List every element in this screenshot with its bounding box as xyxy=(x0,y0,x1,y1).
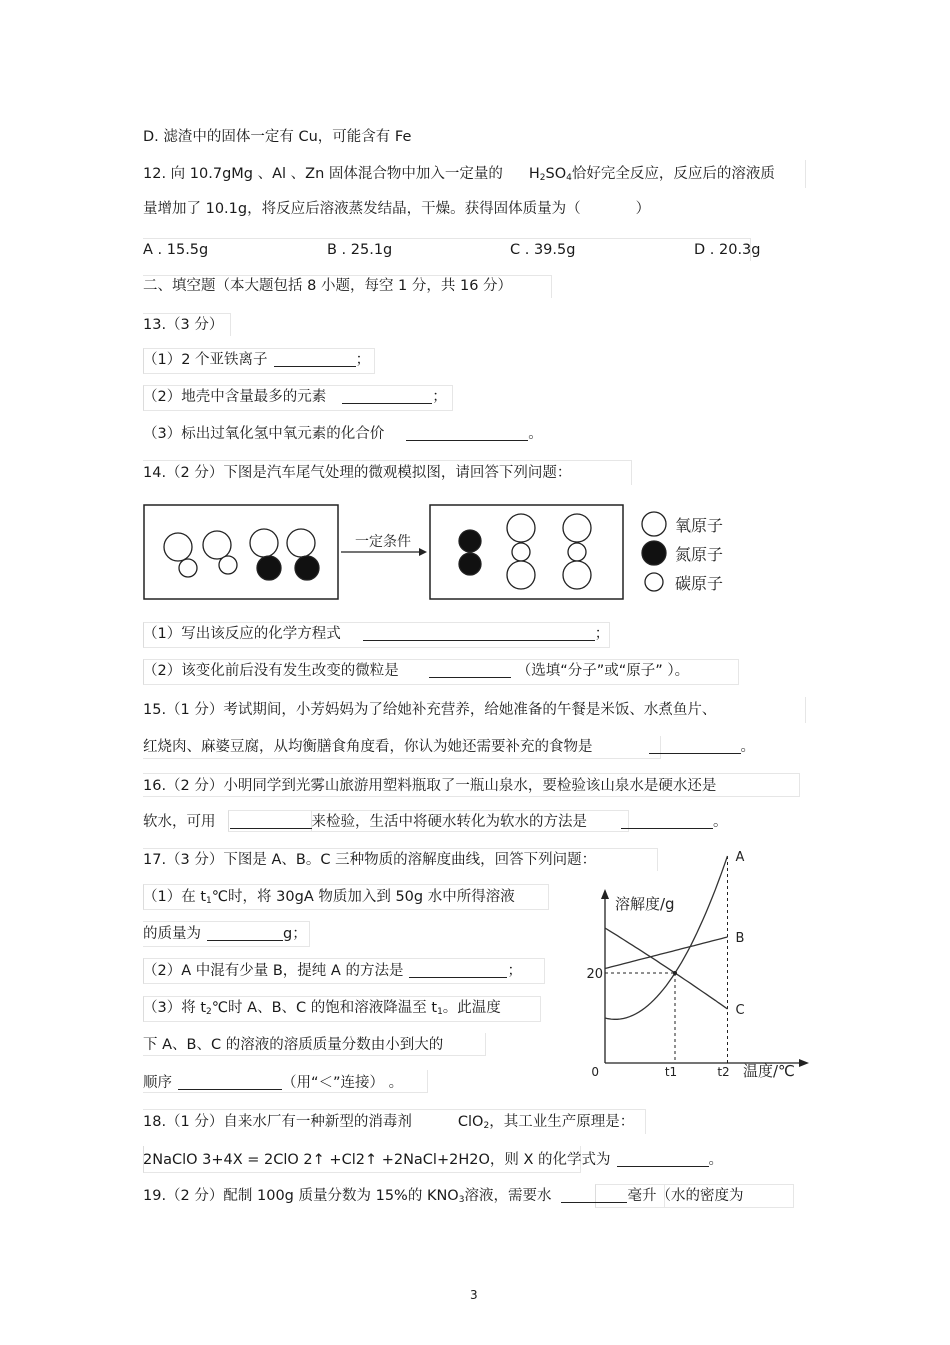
product-molecules xyxy=(459,514,591,589)
y-axis-label: 溶解度/g xyxy=(615,895,675,913)
q17-sub1-blank[interactable] xyxy=(207,924,283,941)
q17-sub3: （3）将 $t_2℃$时 A、B、C 的饱和溶液降温至 $t_1$。此温度 xyxy=(143,1000,501,1017)
y-tick-20: 20 xyxy=(586,967,603,982)
q14-sub2: （2）该变化前后没有发生改变的微粒是 （选填“分子”或“原子” ）。 xyxy=(143,663,690,679)
q14-sub2-blank[interactable] xyxy=(429,661,511,678)
x-tick-t2: t2 xyxy=(717,1065,730,1079)
q15-blank[interactable] xyxy=(649,737,741,754)
q17-sub2-blank[interactable] xyxy=(409,961,507,978)
x-tick-t1: t1 xyxy=(664,1065,678,1079)
q17-sub2: （2）A 中混有少量 B，提纯 A 的方法是 ； xyxy=(143,963,522,979)
x-axis-label: 温度/℃ xyxy=(743,1062,795,1080)
series-a-label: A xyxy=(735,850,745,865)
q12-option-c: C . 39.5g xyxy=(510,242,576,258)
arrow-label: 一定条件 xyxy=(355,534,411,550)
legend xyxy=(642,512,723,593)
q18-blank[interactable] xyxy=(617,1150,709,1167)
q17-sub1: （1）在 $t_1℃$时，将 30gA 物质加入到 50g 水中所得溶液 xyxy=(143,889,515,906)
q13-sub1-blank[interactable] xyxy=(274,350,356,367)
q13-sub2: （2）地壳中含量最多的元素 ； xyxy=(143,389,447,405)
q17-title: 17.（3 分）下图是 A、B。C 三种物质的溶解度曲线，回答下列问题： xyxy=(143,852,597,868)
q14-title: 14.（2 分）下图是汽车尾气处理的微观模拟图，请回答下列问题： xyxy=(143,465,572,481)
legend-nitrogen: 氮原子 xyxy=(675,545,724,564)
q18-line1: 18.（1 分）自来水厂有一种新型的消毒剂 ClO$_2$，其工业生产原理是： xyxy=(143,1114,635,1131)
series-b-curve xyxy=(605,937,728,969)
intersection-point xyxy=(673,971,677,975)
legend-carbon: 碳原子 xyxy=(675,574,724,593)
q12-line1: 12. 向 10.7gMg 、Al 、Zn 固体混合物中加入一定量的 $H_2SO_4$恰好完全反应，反应后的溶液质 xyxy=(143,166,775,183)
q12-option-b: B . 25.1g xyxy=(327,242,393,258)
q19-line1: 19.（2 分）配制 100g 质量分数为 15%的 $KNO_3$溶液，需要水 毫升（水的密度为 xyxy=(143,1188,744,1205)
q15-line2: 红烧肉、麻婆豆腐，从均衡膳食角度看，你认为她还需要补充的食物是 。 xyxy=(143,739,755,755)
series-c-curve xyxy=(605,928,728,1009)
q14-sub1: （1）写出该反应的化学方程式 ； xyxy=(143,626,610,642)
q15-line1: 15.（1 分）考试期间，小芳妈妈为了给她补充营养，给她准备的午餐是米饭、水煮鱼片、 xyxy=(143,702,717,718)
reactant-molecules xyxy=(164,529,319,580)
q12-line2: 量增加了 10.1g，将反应后溶液蒸发结晶，干燥。获得固体质量为（ ） xyxy=(143,201,651,217)
q17-sub3-line2: 下 A、B、C 的溶液的溶质质量分数由小到大的 xyxy=(143,1037,444,1053)
solubility-chart xyxy=(585,850,815,1083)
x-tick-0: 0 xyxy=(591,1065,599,1079)
q12-option-a: A . 15.5g xyxy=(143,242,209,258)
tick-labels xyxy=(586,967,729,1079)
legend-oxygen: 氧原子 xyxy=(675,516,724,535)
q12-option-d: D . 20.3g xyxy=(694,242,761,258)
q11-option-d: D. 滤渣中的固体一定有 Cu，可能含有 Fe xyxy=(143,129,412,145)
page-number: 3 xyxy=(470,1288,478,1302)
reaction-micro-diagram xyxy=(143,500,743,604)
q18-line2: 2NaClO 3+4X = 2ClO 2↑ +Cl2↑ +2NaCl+2H2O，则 X 的化学式为 。 xyxy=(143,1152,724,1168)
q16-blank-2[interactable] xyxy=(621,812,713,829)
series-c-label: C xyxy=(735,1003,745,1018)
q17-sub3-blank[interactable] xyxy=(178,1073,282,1090)
q13-sub3-blank[interactable] xyxy=(406,424,528,441)
q17-sub3-line3: 顺序 （用“＜”连接） 。 xyxy=(143,1075,404,1091)
q16-line2: 软水，可用 来检验，生活中将硬水转化为软水的方法是 。 xyxy=(143,814,728,830)
guide-lines xyxy=(605,856,728,1063)
q13-title: 13.（3 分） xyxy=(143,317,224,333)
q19-blank[interactable] xyxy=(561,1186,627,1203)
section-2-heading: 二、填空题（本大题包括 8 小题，每空 1 分，共 16 分） xyxy=(143,278,513,294)
q13-sub3: （3）标出过氧化氢中氧元素的化合价 。 xyxy=(143,426,543,442)
q13-sub1: （1）2 个亚铁离子 ； xyxy=(143,352,371,368)
nitrogen-legend-icon xyxy=(642,541,666,565)
q13-sub2-blank[interactable] xyxy=(342,387,432,404)
q16-blank-1[interactable] xyxy=(230,812,312,829)
carbon-legend-icon xyxy=(645,573,663,591)
oxygen-legend-icon xyxy=(642,512,666,536)
series-b-label: B xyxy=(735,931,745,946)
series-a-curve xyxy=(605,856,728,1019)
q14-sub1-blank[interactable] xyxy=(363,624,595,641)
q17-sub1-line2: 的质量为 g； xyxy=(143,926,307,942)
q16-line1: 16.（2 分）小明同学到光雾山旅游用塑料瓶取了一瓶山泉水，要检验该山泉水是硬水还是 xyxy=(143,778,717,794)
